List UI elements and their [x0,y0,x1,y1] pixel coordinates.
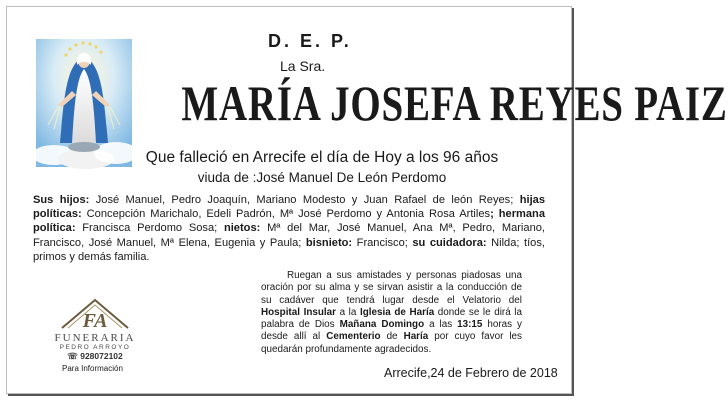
prayer-paragraph [261,270,522,356]
prayer-text: a la [335,306,360,318]
prayer-text: de [380,331,404,343]
family-text: Francisca Perdomo Sosa; [75,222,224,235]
family-label: bisnieto: [305,236,353,249]
prayer-bold: Cementerio [326,331,381,343]
honorific: La Sra. [280,58,326,74]
virgin-mary-image [36,39,132,167]
prayer-text: donde se le dirá la palabra de Dios [261,306,522,331]
death-line: Que falleció en Arrecife el día de Hoy a los 96 años [145,149,499,166]
widow-line: viuda de :José Manuel De León Perdomo [197,170,447,185]
family-paragraph [33,193,545,264]
family-text: Francisco; [352,236,413,249]
family-label: nietos: [223,222,261,235]
prayer-text: a las [424,319,458,331]
prayer-bold: Hospital Insular [261,306,336,318]
family-text: Mª del Mar, José Manuel, Ana Mª, Pedro, Mariano, Francisco, José Manuel, Mª Elena, Eugenia y Paula; [33,222,545,249]
prayer-text: por cuyo favor les quedarán profundamente agradecidos. [261,331,522,355]
logo-brand: FUNERARIA [54,332,136,344]
funeraria-logo [52,298,138,360]
family-label: su cuidadora: [412,236,487,249]
logo-emblem [52,298,138,332]
family-text: Concepción Marichalo, Edeli Padrón, Mª José Perdomo y Antonia Rosa Artiles [81,208,491,221]
family-label: hijas políticas: [33,194,545,221]
family-label: Sus hijos: [33,194,90,206]
logo-monogram: FA [82,310,108,332]
dep-heading: D. E. P. [268,31,352,51]
logo-sub: PEDRO ARROYO [59,344,131,351]
family-text: Nilda; tíos, primos y demás familia. [33,236,545,263]
deceased-name: MARÍA JOSEFA REYES PAIZ [181,75,728,131]
logo-phone: 928072102 [80,351,123,361]
date-line: Arrecife,24 de Febrero de 2018 [384,366,558,380]
phone-icon: ☏ [67,351,81,361]
family-label: ; hermana política: [33,208,545,235]
prayer-bold: 13:15 [457,319,483,331]
family-text: José Manuel, Pedro Joaquín, Mariano Modesto y Juan Rafael de león Reyes; [89,194,520,206]
prayer-text: Ruegan a sus amistades y personas piadosas una oración por su alma y se sirvan asistir a la conducción de su cadáver que tendrá lugar desde el Velatorio del [261,270,522,306]
prayer-bold: Mañana Domingo [339,319,425,331]
prayer-text: horas y desde allí al [261,319,522,343]
prayer-bold: Haría [403,331,429,343]
prayer-bold: Iglesia de Haría [359,306,435,318]
info-label: Para Información [62,364,123,373]
logo-phone-row [52,351,138,362]
